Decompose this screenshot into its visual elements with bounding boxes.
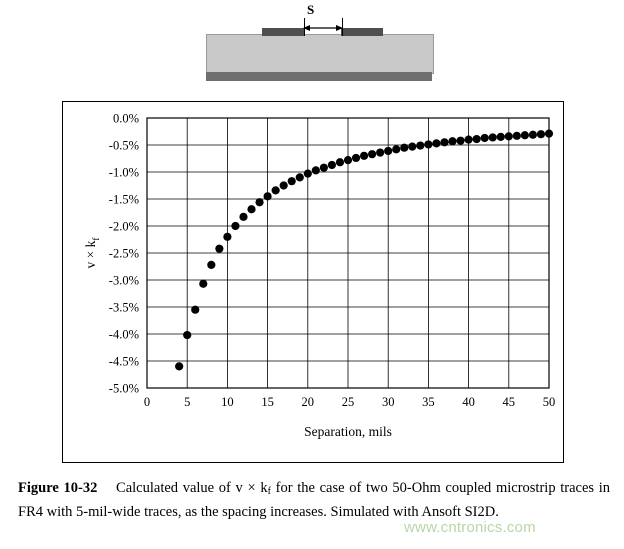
y-axis-tick-label: -2.5% <box>108 246 139 261</box>
x-axis-tick-label: 0 <box>143 395 151 409</box>
y-axis-tick-label: -0.5% <box>108 138 139 153</box>
vkf-vs-separation-scatter-chart <box>63 102 561 460</box>
data-point <box>239 213 247 221</box>
data-point <box>272 186 280 194</box>
data-point <box>223 233 231 241</box>
data-point <box>288 177 296 185</box>
x-axis-tick-label: 10 <box>221 395 234 409</box>
data-point <box>376 148 384 156</box>
data-point <box>440 138 448 146</box>
x-axis-tick-label: 40 <box>462 395 475 409</box>
y-axis-tick-label: -4.5% <box>108 354 139 369</box>
data-point <box>408 143 416 151</box>
chart-container <box>62 101 564 463</box>
y-axis-tick-label: -3.0% <box>108 273 139 288</box>
data-point <box>296 173 304 181</box>
dielectric-substrate <box>206 34 434 74</box>
microstrip-cross-section-diagram <box>0 0 624 96</box>
y-axis-title <box>83 237 102 269</box>
data-point <box>344 156 352 164</box>
data-point <box>191 306 199 314</box>
data-point <box>513 132 521 140</box>
data-point <box>215 245 223 253</box>
watermark: www.cntronics.com <box>404 519 536 536</box>
data-point <box>280 181 288 189</box>
trace-left <box>262 28 304 36</box>
data-point <box>175 362 183 370</box>
data-point <box>368 150 376 158</box>
x-axis-tick-label: 25 <box>341 395 355 409</box>
trace-right <box>341 28 383 36</box>
data-point <box>207 261 215 269</box>
y-axis-tick-label: -1.0% <box>108 165 139 180</box>
data-point <box>473 135 481 143</box>
data-point <box>529 131 537 139</box>
data-point <box>424 140 432 148</box>
data-point <box>336 158 344 166</box>
x-axis-tick-label: 5 <box>184 395 191 409</box>
y-axis-title-subscript: f <box>92 237 102 241</box>
x-axis-tick-label: 20 <box>301 395 315 409</box>
data-point <box>255 198 263 206</box>
y-axis-title-text: $v \times k_f$ <box>83 237 102 269</box>
x-axis-tick-label: 35 <box>422 395 435 409</box>
figure-number: Figure 10-32 <box>18 480 98 496</box>
x-axis-tick-label: 15 <box>261 395 274 409</box>
y-axis-tick-label: -3.5% <box>108 300 139 315</box>
data-point <box>392 145 400 153</box>
data-point <box>465 136 473 144</box>
data-point <box>320 164 328 172</box>
data-point <box>448 137 456 145</box>
y-axis-tick-label: -4.0% <box>108 327 139 342</box>
data-point <box>416 141 424 149</box>
data-point <box>231 222 239 230</box>
data-point <box>505 132 513 140</box>
data-point <box>489 133 497 141</box>
data-point <box>384 147 392 155</box>
data-point <box>199 280 207 288</box>
data-point <box>328 161 336 169</box>
data-point <box>247 205 255 213</box>
data-point <box>545 130 553 138</box>
figure-caption <box>18 478 610 522</box>
data-point <box>537 130 545 138</box>
y-axis-tick-label: -1.5% <box>108 192 139 207</box>
data-point <box>400 144 408 152</box>
data-point <box>456 137 464 145</box>
spacing-label: S <box>307 2 315 17</box>
data-point <box>432 139 440 147</box>
data-point <box>497 133 505 141</box>
data-point <box>264 192 272 200</box>
y-axis-tick-label: -2.0% <box>108 219 139 234</box>
caption-subscript: f <box>267 486 271 497</box>
ground-plane <box>206 72 432 81</box>
data-point <box>360 152 368 160</box>
data-point <box>352 154 360 162</box>
x-axis-tick-label: 30 <box>381 395 395 409</box>
x-axis-tick-label: 45 <box>502 395 516 409</box>
x-axis-tick-label: 50 <box>542 395 556 409</box>
data-point <box>521 131 529 139</box>
x-axis-title: Separation, mils <box>304 424 392 439</box>
y-axis-tick-label: 0.0% <box>112 111 139 126</box>
data-point <box>312 166 320 174</box>
data-point <box>481 134 489 142</box>
caption-text-2: for the case of two 50-Ohm coupled microstrip traces in FR4 with 5-mil-wide traces, as the spacing increases. Simulated with Ansoft SI2D. <box>18 480 611 520</box>
caption-text-1: Calculated value of v × k <box>116 480 268 496</box>
y-axis-tick-label: -5.0% <box>108 381 139 396</box>
spacing-arrow-icon <box>303 22 343 34</box>
data-point <box>304 170 312 178</box>
data-point <box>183 331 191 339</box>
